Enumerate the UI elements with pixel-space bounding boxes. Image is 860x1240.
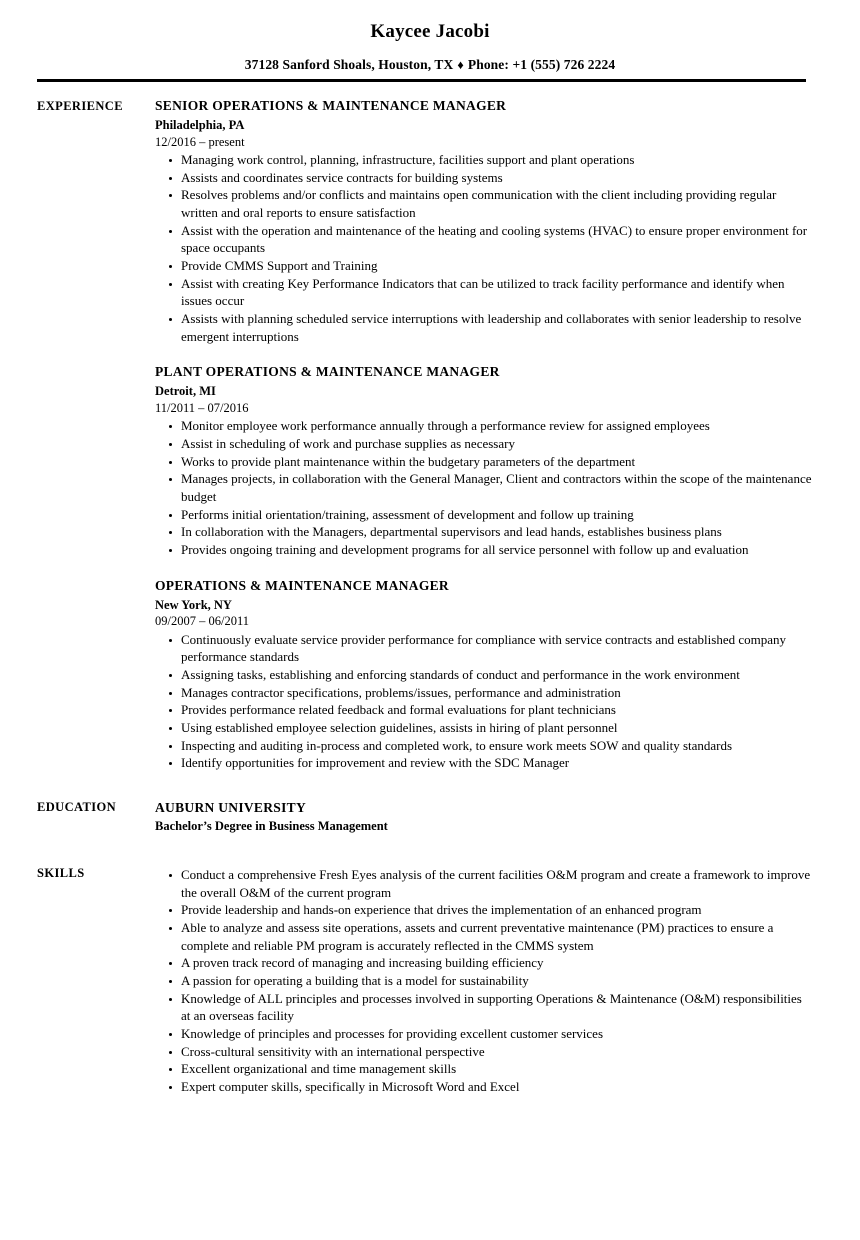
list-item: Continuously evaluate service provider performance for compliance with service contracts and established company performance standards: [155, 631, 813, 666]
list-item: Assists and coordinates service contracts for building systems: [155, 169, 813, 187]
section-label-skills: SKILLS: [37, 866, 85, 881]
education-school: AUBURN UNIVERSITY: [155, 800, 306, 816]
job-title: OPERATIONS & MAINTENANCE MANAGER: [155, 577, 449, 593]
contact-line: [0, 57, 860, 73]
experience-entries: [155, 98, 860, 772]
list-item: Conduct a comprehensive Fresh Eyes analysis of the current facilities O&M program and create a framework to improve the overall O&M of the current program: [155, 866, 813, 901]
list-item: Provides ongoing training and development programs for all service personnel with follow up and evaluation: [155, 541, 813, 559]
list-item: A passion for operating a building that is a model for sustainability: [155, 972, 813, 990]
candidate-name: Kaycee Jacobi: [370, 21, 490, 42]
contact-phone: Phone: +1 (555) 726 2224: [467, 56, 616, 72]
diamond-separator-icon: ♦: [457, 57, 464, 72]
list-item: Monitor employee work performance annually through a performance review for assigned employees: [155, 417, 813, 435]
skills-bullet-list: [155, 866, 813, 1096]
experience-entry: [155, 578, 813, 772]
job-bullet-list: [155, 151, 813, 345]
experience-entry: [155, 98, 813, 345]
resume-body: [0, 82, 860, 1096]
list-item: Provides performance related feedback and formal evaluations for plant technicians: [155, 701, 813, 719]
list-item: Performs initial orientation/training, assessment of development and follow up training: [155, 506, 813, 524]
education-entries: [155, 799, 860, 835]
job-location: Detroit, MI: [155, 384, 216, 399]
list-item: Identify opportunities for improvement and review with the SDC Manager: [155, 754, 813, 772]
job-location: Philadelphia, PA: [155, 117, 245, 132]
section-experience: [0, 98, 860, 772]
job-dates: 11/2011 – 07/2016: [155, 401, 249, 416]
list-item: Provide leadership and hands-on experience that drives the implementation of an enhanced program: [155, 901, 813, 919]
list-item: Works to provide plant maintenance within the budgetary parameters of the department: [155, 453, 813, 471]
skills-entries: [155, 865, 860, 1096]
job-dates: 12/2016 – present: [155, 134, 245, 149]
list-item: Knowledge of principles and processes for providing excellent customer services: [155, 1025, 813, 1043]
list-item: Able to analyze and assess site operations, assets and current preventative maintenance (PM) practices to ensure a complete and reliable PM program is accurately reflected in the CMMS system: [155, 919, 813, 954]
job-dates: 09/2007 – 06/2011: [155, 614, 249, 629]
contact-address: 37128 Sanford Shoals, Houston, TX: [244, 56, 454, 72]
list-item: Resolves problems and/or conflicts and maintains open communication with the client including providing regular written and oral reports to ensure satisfaction: [155, 186, 813, 221]
job-bullet-list: [155, 631, 813, 772]
section-label-education: EDUCATION: [37, 800, 117, 815]
job-title: PLANT OPERATIONS & MAINTENANCE MANAGER: [155, 364, 500, 380]
list-item: Manages contractor specifications, problems/issues, performance and administration: [155, 684, 813, 702]
list-item: A proven track record of managing and increasing building efficiency: [155, 954, 813, 972]
job-bullet-list: [155, 417, 813, 558]
resume-header: [0, 0, 860, 82]
experience-entry: [155, 364, 813, 558]
list-item: Cross-cultural sensitivity with an international perspective: [155, 1043, 813, 1061]
list-item: Using established employee selection guidelines, assists in hiring of plant personnel: [155, 719, 813, 737]
list-item: Excellent organizational and time management skills: [155, 1060, 813, 1078]
list-item: Knowledge of ALL principles and processes involved in supporting Operations & Maintenance (O&M) responsibilities at an overseas facility: [155, 990, 813, 1025]
list-item: Assist with creating Key Performance Indicators that can be utilized to track facility performance and identify when issues occur: [155, 275, 813, 310]
list-item: Expert computer skills, specifically in Microsoft Word and Excel: [155, 1078, 813, 1096]
list-item: Assist with the operation and maintenance of the heating and cooling systems (HVAC) to ensure proper environment for space occupants: [155, 222, 813, 257]
list-item: Managing work control, planning, infrastructure, facilities support and plant operations: [155, 151, 813, 169]
list-item: Assigning tasks, establishing and enforcing standards of conduct and performance in the work environment: [155, 666, 813, 684]
section-label-experience: EXPERIENCE: [37, 98, 123, 113]
section-skills: [0, 865, 860, 1096]
education-degree: Bachelor’s Degree in Business Management: [155, 818, 388, 833]
list-item: In collaboration with the Managers, departmental supervisors and lead hands, establishes business plans: [155, 523, 813, 541]
list-item: Assists with planning scheduled service interruptions with leadership and collaborates with senior leadership to resolve emergent interruptions: [155, 310, 813, 345]
list-item: Assist in scheduling of work and purchase supplies as necessary: [155, 435, 813, 453]
list-item: Manages projects, in collaboration with the General Manager, Client and contractors within the scope of the maintenance budget: [155, 470, 813, 505]
job-title: SENIOR OPERATIONS & MAINTENANCE MANAGER: [155, 97, 507, 113]
list-item: Inspecting and auditing in-process and completed work, to ensure work meets SOW and quality standards: [155, 737, 813, 755]
list-item: Provide CMMS Support and Training: [155, 257, 813, 275]
job-location: New York, NY: [155, 597, 232, 612]
section-education: [0, 799, 860, 835]
